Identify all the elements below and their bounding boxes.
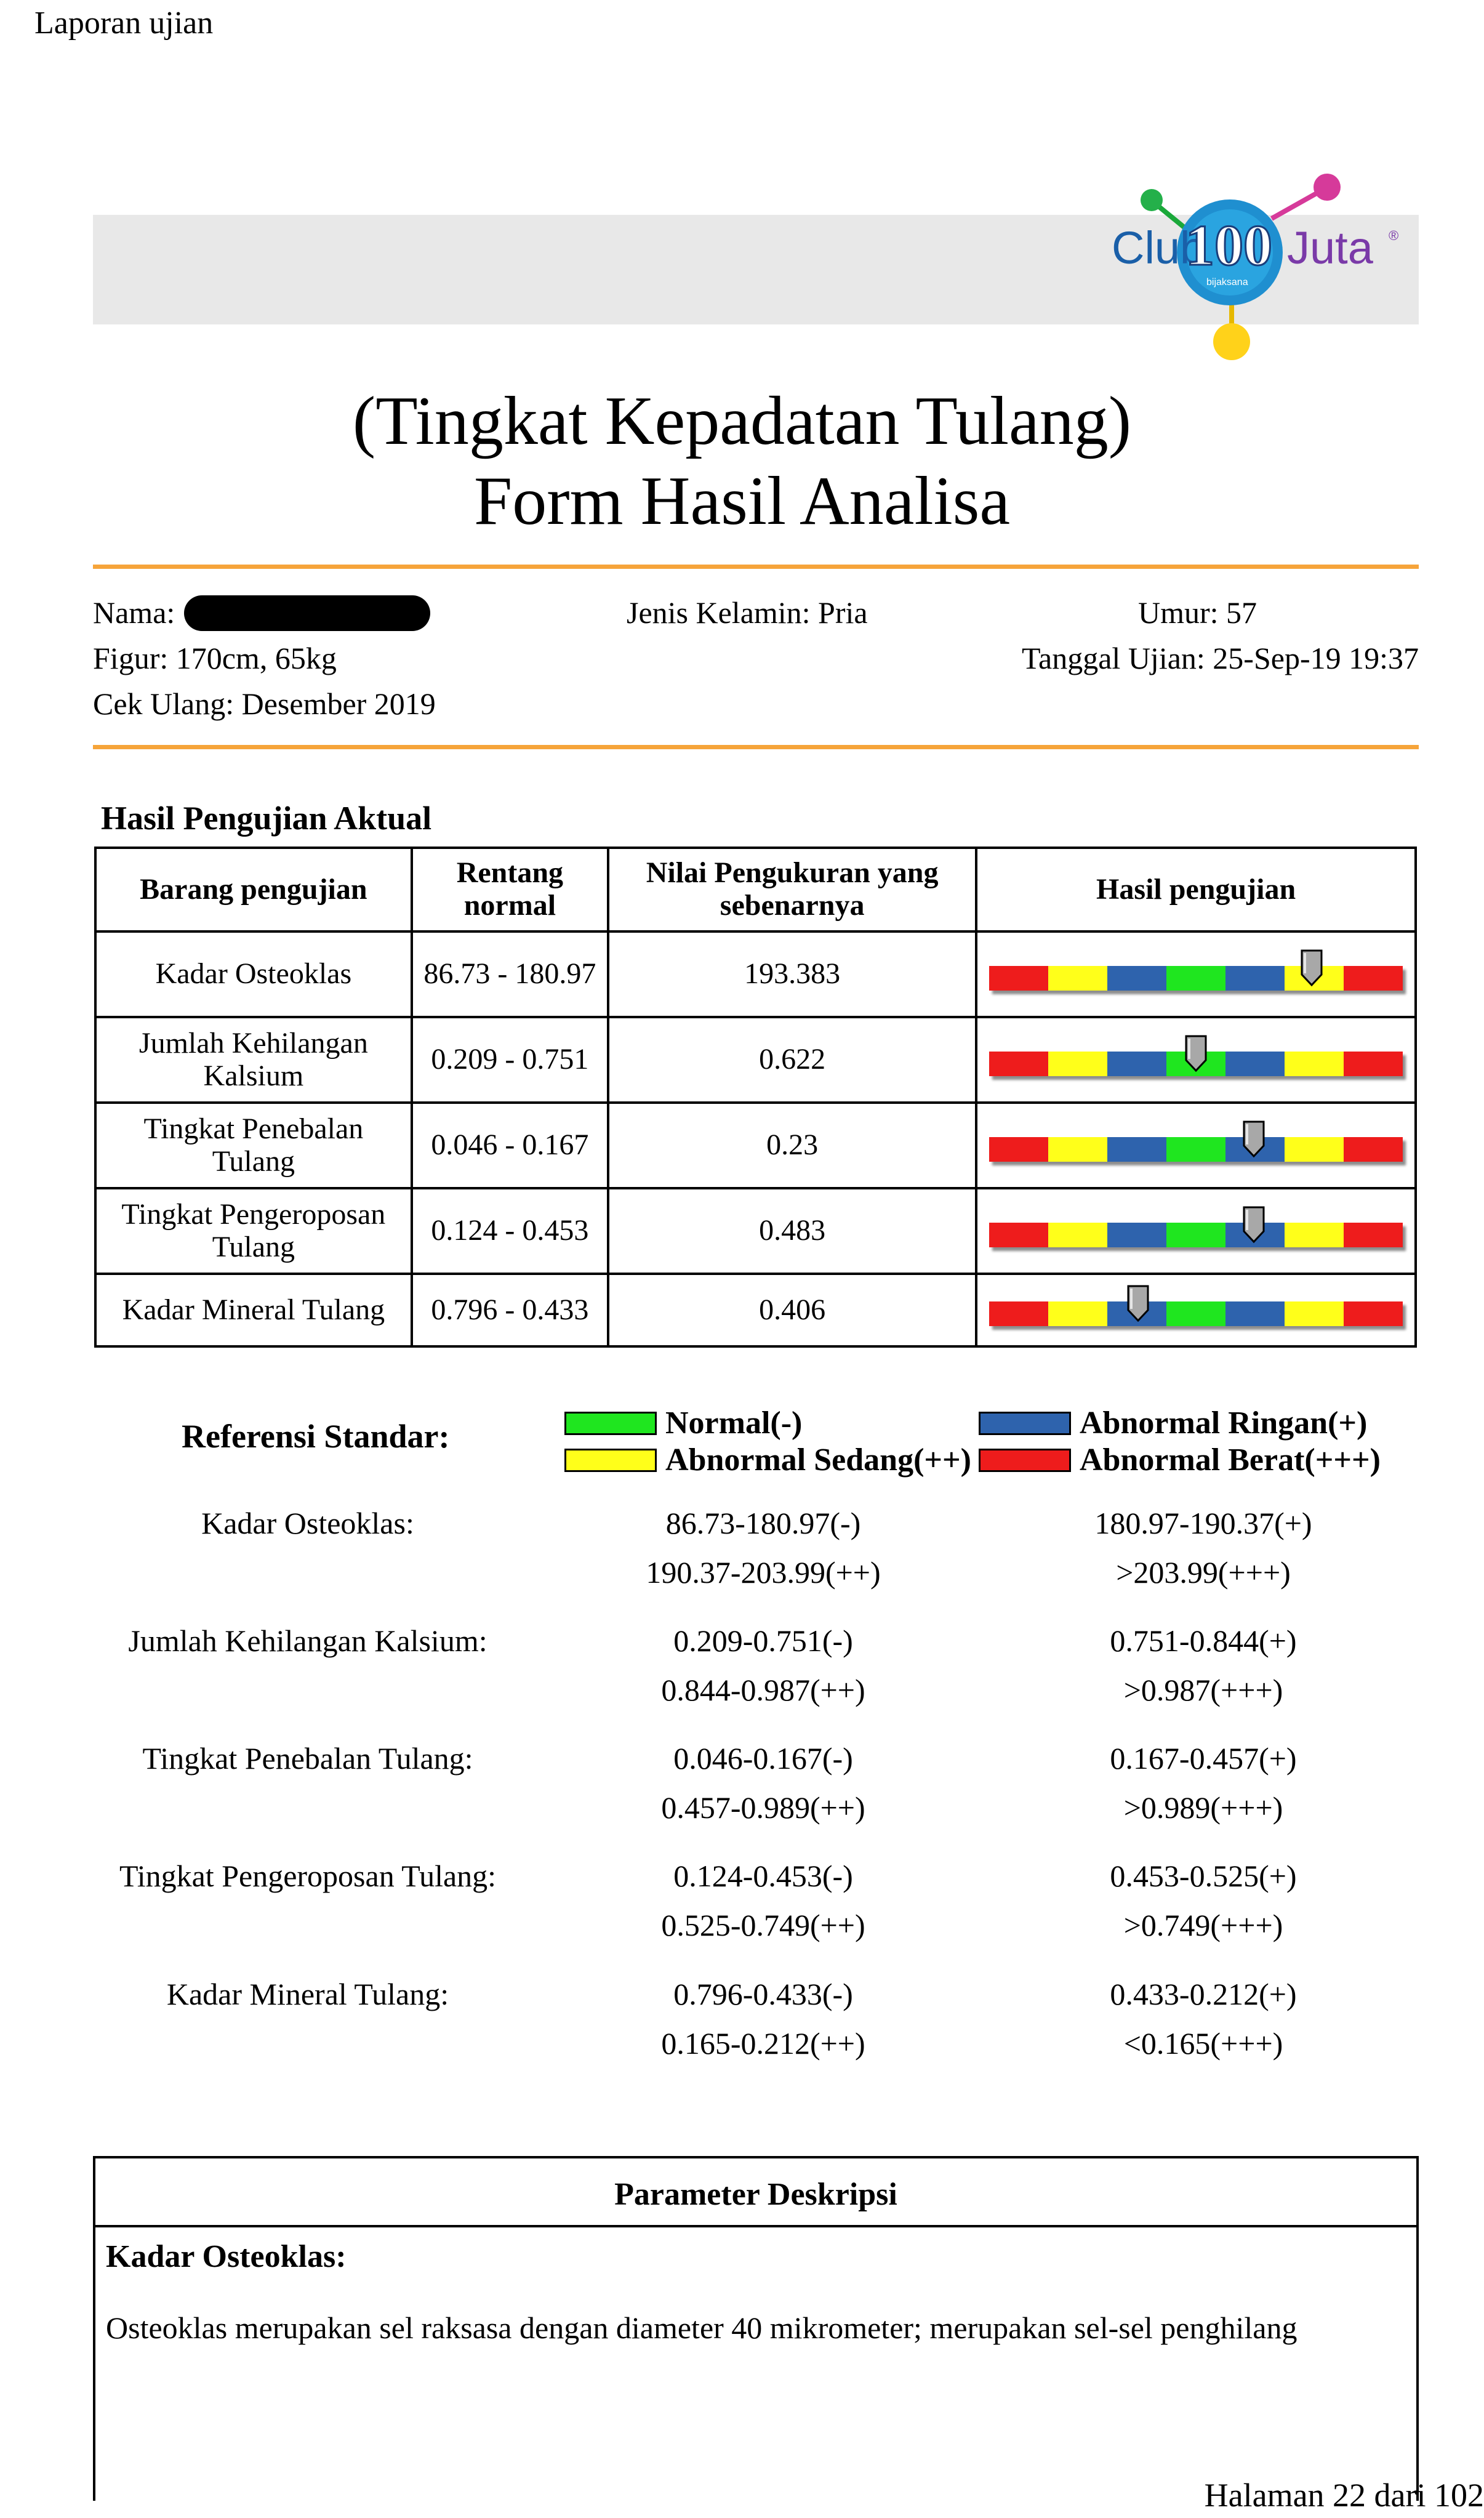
row-value: 0.483: [608, 1188, 976, 1274]
row-result: [976, 1188, 1416, 1274]
result-marker-icon: [1300, 949, 1323, 987]
table-row: [95, 1188, 1416, 1274]
reference-name: Tingkat Pengeroposan Tulang:: [119, 1859, 497, 1893]
description-text: Osteoklas merupakan sel raksasa dengan diameter 40 mikrometer; merupakan sel-sel penghilang: [106, 2311, 1297, 2345]
description-subheading: Kadar Osteoklas:: [106, 2239, 347, 2274]
reference-severe: >0.749(+++): [1123, 1908, 1283, 1942]
logo-tagline: bijaksana: [1206, 277, 1248, 288]
scale-segment: [1285, 1223, 1344, 1247]
table-row: [95, 1274, 1416, 1346]
legend-label-mild: Abnormal Ringan(+): [1080, 1406, 1368, 1441]
legend-swatch-severe: [979, 1449, 1071, 1472]
result-scale: [989, 1137, 1403, 1162]
patient-gender: Jenis Kelamin: Pria: [627, 595, 868, 630]
result-scale: [989, 966, 1403, 991]
row-item: Kadar Osteoklas: [95, 931, 412, 1017]
legend-swatch-mild: [979, 1412, 1071, 1435]
row-range: 0.209 - 0.751: [412, 1017, 608, 1103]
reference-normal: 0.209-0.751(-): [673, 1623, 853, 1658]
scale-segment: [1225, 1052, 1285, 1076]
legend-item-normal: [564, 1405, 802, 1441]
scale-segment: [1107, 1137, 1166, 1162]
legend-item-mild: [979, 1405, 1367, 1441]
table-row: [95, 1017, 1416, 1103]
scale-segment: [1048, 1223, 1107, 1247]
result-marker-icon: [1126, 1284, 1150, 1322]
reference-severe: >0.987(+++): [1123, 1673, 1283, 1707]
page-number: Halaman 22 dari 102: [1204, 2477, 1484, 2514]
reference-normal: 0.046-0.167(-): [673, 1741, 853, 1776]
result-marker-icon: [1242, 1120, 1265, 1158]
row-result: [976, 1103, 1416, 1188]
test-date: Tanggal Ujian: 25-Sep-19 19:37: [1022, 641, 1419, 675]
reference-severe: >0.989(+++): [1123, 1790, 1283, 1825]
result-bar: [989, 1127, 1403, 1164]
row-range: 0.046 - 0.167: [412, 1103, 608, 1188]
reference-moderate: 0.457-0.989(++): [661, 1790, 865, 1825]
scale-segment: [1107, 966, 1166, 991]
scale-segment: [1344, 1301, 1403, 1326]
legend-label-moderate: Abnormal Sedang(++): [665, 1442, 971, 1478]
row-item: Tingkat Pengeroposan Tulang: [95, 1188, 412, 1274]
redacted-name: [184, 595, 430, 631]
scale-segment: [1166, 1223, 1225, 1247]
scale-segment: [1107, 1052, 1166, 1076]
row-value: 0.406: [608, 1274, 976, 1346]
logo-number: 100: [1185, 214, 1272, 278]
reference-normal: 0.796-0.433(-): [673, 1977, 853, 2011]
scale-segment: [1048, 1137, 1107, 1162]
scale-segment: [1225, 1301, 1285, 1326]
header-range: Rentang normal: [412, 848, 608, 931]
reference-name: Kadar Mineral Tulang:: [166, 1977, 449, 2011]
result-scale: [989, 1301, 1403, 1326]
reference-normal: 0.124-0.453(-): [673, 1859, 853, 1893]
patient-age: Umur: 57: [1138, 595, 1257, 630]
scale-segment: [1107, 1223, 1166, 1247]
reference-moderate: 0.844-0.987(++): [661, 1673, 865, 1707]
scale-segment: [989, 1301, 1048, 1326]
scale-segment: [1344, 1223, 1403, 1247]
legend-item-moderate: [564, 1442, 971, 1478]
reference-name: Jumlah Kehilangan Kalsium:: [128, 1623, 487, 1658]
scale-segment: [1166, 1137, 1225, 1162]
logo-word-juta: Juta: [1287, 222, 1373, 273]
result-marker-icon: [1242, 1205, 1265, 1244]
result-bar: [989, 1042, 1403, 1079]
reference-moderate: 0.165-0.212(++): [661, 2026, 865, 2061]
reference-mild: 180.97-190.37(+): [1094, 1506, 1312, 1540]
results-table: [94, 847, 1417, 1348]
logo-registered-mark: ®: [1389, 228, 1399, 243]
title-line-2: Form Hasil Analisa: [473, 463, 1011, 539]
logo-word-club: Club: [1112, 222, 1206, 273]
reference-moderate: 190.37-203.99(++): [646, 1555, 881, 1590]
row-range: 0.796 - 0.433: [412, 1274, 608, 1346]
reference-normal: 86.73-180.97(-): [665, 1506, 861, 1540]
scale-segment: [1166, 1301, 1225, 1326]
scale-segment: [1225, 966, 1285, 991]
patient-name-label: Nama:: [93, 595, 175, 630]
row-result: [976, 931, 1416, 1017]
legend-swatch-moderate: [564, 1449, 657, 1472]
result-marker-icon: [1184, 1034, 1208, 1072]
scale-segment: [1285, 1301, 1344, 1326]
scale-segment: [1344, 1052, 1403, 1076]
orange-divider-bottom: [93, 745, 1419, 749]
scale-segment: [1285, 1052, 1344, 1076]
description-heading: Parameter Deskripsi: [614, 2177, 897, 2212]
row-result: [976, 1274, 1416, 1346]
legend-label-normal: Normal(-): [665, 1406, 803, 1441]
scale-segment: [989, 1052, 1048, 1076]
reference-severe: >203.99(+++): [1116, 1555, 1291, 1590]
row-item: Tingkat Penebalan Tulang: [95, 1103, 412, 1188]
section-title: Hasil Pengujian Aktual: [101, 800, 432, 837]
header-value: Nilai Pengukuran yang sebenarnya: [608, 848, 976, 931]
scale-segment: [1048, 966, 1107, 991]
row-value: 0.23: [608, 1103, 976, 1188]
patient-figure: Figur: 170cm, 65kg: [93, 641, 337, 675]
reference-mild: 0.433-0.212(+): [1110, 1977, 1297, 2011]
legend-item-severe: [979, 1442, 1381, 1478]
scale-segment: [989, 1137, 1048, 1162]
scale-segment: [989, 1223, 1048, 1247]
legend-label-severe: Abnormal Berat(+++): [1080, 1442, 1381, 1478]
row-value: 193.383: [608, 931, 976, 1017]
header-result: Hasil pengujian: [976, 848, 1416, 931]
description-divider: [93, 2225, 1419, 2227]
row-item: Jumlah Kehilangan Kalsium: [95, 1017, 412, 1103]
table-row: [95, 1103, 1416, 1188]
reference-title: Referensi Standar:: [182, 1418, 450, 1455]
result-bar: [989, 1292, 1403, 1329]
scale-segment: [1344, 966, 1403, 991]
reference-severe: <0.165(+++): [1123, 2026, 1283, 2061]
reference-moderate: 0.525-0.749(++): [661, 1908, 865, 1942]
reference-name: Kadar Osteoklas:: [201, 1506, 414, 1540]
scale-segment: [1285, 1137, 1344, 1162]
scale-segment: [1048, 1052, 1107, 1076]
header-item: Barang pengujian: [95, 848, 412, 931]
row-range: 86.73 - 180.97: [412, 931, 608, 1017]
reference-mild: 0.751-0.844(+): [1110, 1623, 1297, 1658]
recheck-date: Cek Ulang: Desember 2019: [93, 686, 436, 721]
scale-segment: [1048, 1301, 1107, 1326]
scale-segment: [989, 966, 1048, 991]
title-line-1: (Tingkat Kepadatan Tulang): [352, 383, 1132, 459]
reference-mild: 0.167-0.457(+): [1110, 1741, 1297, 1776]
row-result: [976, 1017, 1416, 1103]
row-item: Kadar Mineral Tulang: [95, 1274, 412, 1346]
row-range: 0.124 - 0.453: [412, 1188, 608, 1274]
result-scale: [989, 1223, 1403, 1247]
reference-mild: 0.453-0.525(+): [1110, 1859, 1297, 1893]
reference-name: Tingkat Penebalan Tulang:: [142, 1741, 473, 1776]
orange-divider-top: [93, 565, 1419, 569]
club-100-juta-logo: [1069, 166, 1413, 369]
result-bar: [989, 1213, 1403, 1250]
scale-segment: [1166, 966, 1225, 991]
page-header: Laporan ujian: [34, 6, 214, 41]
scale-segment: [1344, 1137, 1403, 1162]
row-value: 0.622: [608, 1017, 976, 1103]
table-row: [95, 931, 1416, 1017]
result-bar: [989, 956, 1403, 993]
legend-swatch-normal: [564, 1412, 657, 1435]
